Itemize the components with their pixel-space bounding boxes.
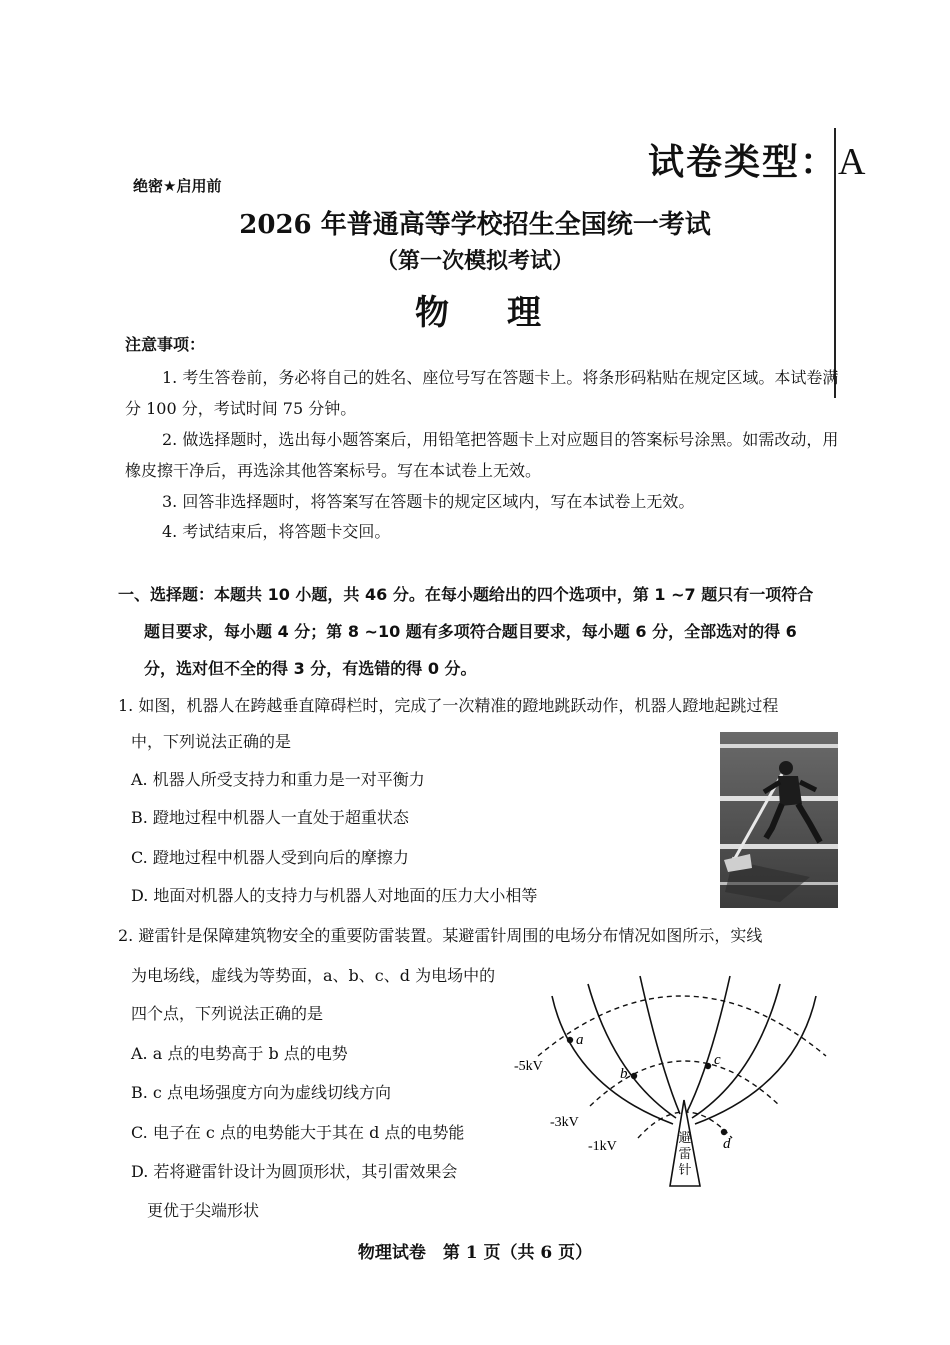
question-1-option-b: B. 蹬地过程中机器人一直处于超重状态 bbox=[131, 808, 409, 827]
question-1-stem-line-2: 中，下列说法正确的是 bbox=[131, 732, 292, 751]
question-2-option-a: A. a 点的电势高于 b 点的电势 bbox=[131, 1044, 348, 1063]
question-1-option-d: D. 地面对机器人的支持力与机器人对地面的压力大小相等 bbox=[131, 886, 538, 905]
point-a-dot bbox=[567, 1037, 573, 1043]
note-item-4: 4. 考试结束后，将答题卡交回。 bbox=[162, 522, 391, 541]
question-2-option-d-continued: 更优于尖端形状 bbox=[147, 1201, 260, 1220]
question-2-stem-line-1: 2. 避雷针是保障建筑物安全的重要防雷装置。某避雷针周围的电场分布情况如图所示，实线 bbox=[118, 926, 763, 945]
equipotential-3kv bbox=[590, 1061, 780, 1106]
question-2-stem-line-3: 四个点，下列说法正确的是 bbox=[131, 1004, 324, 1023]
point-d-label: d bbox=[723, 1136, 731, 1152]
paper-type-label: 试卷类型： bbox=[648, 141, 839, 183]
rod-label-3: 针 bbox=[678, 1163, 692, 1178]
field-line-2 bbox=[588, 984, 676, 1118]
paper-type bbox=[648, 134, 867, 185]
question-2-option-b: B. c 点电场强度方向为虚线切线方向 bbox=[131, 1083, 391, 1102]
section-1-line-1: 一、选择题：本题共 10 小题，共 46 分。在每小题给出的四个选项中，第 1 ~7 题只有一项符合 bbox=[118, 585, 814, 604]
field-line-4 bbox=[686, 976, 730, 1114]
exam-subtitle: （第一次模拟考试） bbox=[375, 248, 574, 274]
point-a-label: a bbox=[576, 1032, 584, 1048]
field-line-5 bbox=[692, 984, 780, 1118]
question-1-option-c: C. 蹬地过程中机器人受到向后的摩擦力 bbox=[131, 848, 409, 867]
label-minus-5kv: -5kV bbox=[514, 1059, 543, 1074]
question-2-stem-line-2: 为电场线，虚线为等势面，a、b、c、d 为电场中的 bbox=[131, 966, 496, 985]
section-1-line-3: 分，选对但不全的得 3 分，有选错的得 0 分。 bbox=[144, 659, 477, 678]
rod-label-2: 雷 bbox=[678, 1147, 692, 1162]
notes-title: 注意事项： bbox=[125, 335, 206, 354]
exam-title: 2026 年普通高等学校招生全国统一考试 bbox=[239, 210, 711, 240]
lightning-rod-field-diagram bbox=[510, 966, 840, 1191]
label-minus-1kv: -1kV bbox=[588, 1139, 617, 1154]
note-item-1: 1. 考生答卷前，务必将自己的姓名、座位号写在答题卡上。将条形码粘贴在规定区域。本试卷满分 100 分，考试时间 75 分钟。 bbox=[125, 368, 839, 418]
point-b-label: b bbox=[620, 1066, 628, 1082]
point-c-dot bbox=[705, 1063, 711, 1069]
section-1-instructions bbox=[118, 576, 844, 687]
page-footer: 物理试卷 第 1 页（共 6 页） bbox=[357, 1243, 593, 1263]
rod-label-1: 避 bbox=[678, 1131, 692, 1146]
subject-title: 物理 bbox=[415, 293, 599, 333]
section-1-line-2: 题目要求，每小题 4 分；第 8 ~10 题有多项符合题目要求，每小题 6 分，全部选对的得 6 bbox=[144, 622, 797, 641]
point-d-dot bbox=[721, 1129, 727, 1135]
note-item-3: 3. 回答非选择题时，将答案写在答题卡的规定区域内，写在本试卷上无效。 bbox=[162, 492, 695, 511]
question-1-option-a: A. 机器人所受支持力和重力是一对平衡力 bbox=[131, 770, 425, 789]
point-c-label: c bbox=[714, 1052, 721, 1068]
note-item-2: 2. 做选择题时，选出每小题答案后，用铅笔把答题卡上对应题目的答案标号涂黑。如需改动，用橡皮擦干净后，再选涂其他答案标号。写在本试卷上无效。 bbox=[125, 430, 839, 480]
paper-type-value: A bbox=[838, 141, 868, 183]
field-line-1 bbox=[552, 996, 673, 1124]
label-minus-3kv: -3kV bbox=[550, 1115, 579, 1130]
question-1-stem-line-1: 1. 如图，机器人在跨越垂直障碍栏时，完成了一次精准的蹬地跳跃动作，机器人蹬地起跳过程 bbox=[118, 696, 779, 715]
secret-label: 绝密★启用前 bbox=[133, 177, 222, 195]
question-2-option-d: D. 若将避雷针设计为圆顶形状，其引雷效果会 bbox=[131, 1162, 458, 1181]
question-2-option-c: C. 电子在 c 点的电势能大于其在 d 点的电势能 bbox=[131, 1123, 465, 1142]
point-b-dot bbox=[631, 1073, 637, 1079]
robot-jump-photo bbox=[720, 732, 838, 908]
